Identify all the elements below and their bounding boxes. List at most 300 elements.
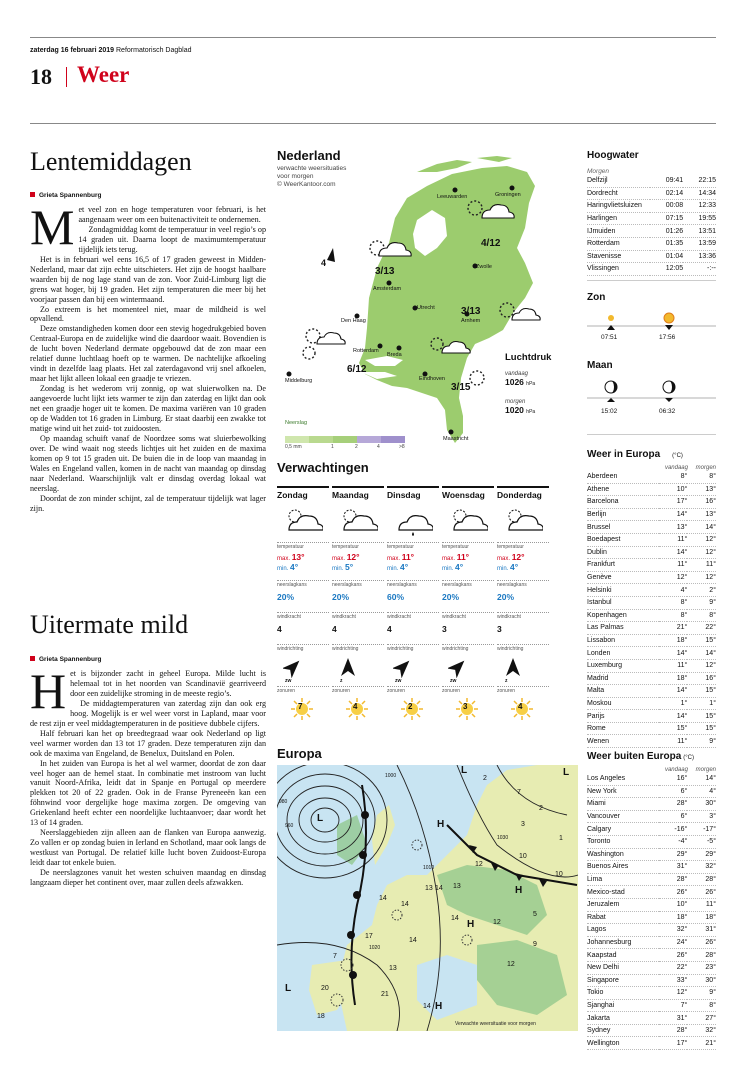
value-cell: 24°	[659, 936, 688, 949]
front-symbol	[359, 851, 367, 859]
temp-label: 7	[517, 789, 521, 796]
moonset-time: 06:32	[659, 408, 676, 415]
table-row	[587, 225, 716, 238]
place-name: Vancouver	[587, 810, 659, 823]
place-name: Kaapstad	[587, 949, 659, 962]
table-row	[587, 263, 716, 276]
value-cell: 14:34	[683, 187, 716, 200]
table-row	[587, 1012, 716, 1025]
city-label: Amsterdam	[373, 286, 402, 292]
value-cell: 9°	[687, 735, 716, 748]
winddir-label: windrichting	[497, 644, 549, 652]
city-dot	[449, 430, 454, 435]
article1-body	[30, 205, 266, 593]
city-dot	[397, 346, 402, 351]
moonrise-arrow	[607, 398, 615, 402]
front-symbol	[353, 891, 361, 899]
winddir-label: windrichting	[332, 644, 384, 652]
value-cell: 4°	[687, 785, 716, 798]
value-cell: 6°	[659, 785, 688, 798]
value-cell: 6°	[659, 810, 688, 823]
value-cell: 01:04	[650, 250, 683, 263]
value-cell: 13:59	[683, 237, 716, 250]
header-rule	[30, 123, 716, 124]
forecast-day-2	[387, 486, 439, 722]
value-cell: 31°	[659, 1012, 688, 1025]
legend-swatch	[357, 436, 381, 443]
value-cell: -:--	[683, 263, 716, 276]
article1-title: Lentemiddagen	[30, 147, 192, 176]
temp-label: 13	[453, 883, 461, 890]
value-cell: 15°	[687, 685, 716, 698]
windforce-label: windkracht	[497, 612, 549, 620]
place-name: Frankfurt	[587, 559, 659, 572]
city-label: Leeuwarden	[437, 194, 468, 200]
city-dot	[510, 186, 515, 191]
legend-swatch	[285, 436, 309, 443]
wind-direction-icon	[448, 656, 468, 678]
legend-tick: 2	[355, 444, 358, 450]
subtitle-line: voor morgen	[277, 173, 314, 180]
legend-tick: 4	[377, 444, 380, 450]
sunset-icon	[664, 313, 674, 323]
place-name: Rome	[587, 722, 659, 735]
page-number: 18	[30, 64, 52, 89]
value-cell: 14°	[659, 685, 688, 698]
value-cell: 12°	[687, 659, 716, 672]
winddir-label: windrichting	[442, 644, 494, 652]
pressure-marker: H	[437, 819, 445, 830]
sun-label: zonuren	[332, 686, 384, 694]
divider	[587, 280, 716, 281]
city-label: Utrecht	[417, 305, 435, 311]
place-name: Kopenhagen	[587, 609, 659, 622]
article1-byline: Grieta Spannenburg	[30, 192, 101, 199]
date: zaterdag 16 februari 2019	[30, 47, 115, 54]
value-cell: 29°	[687, 848, 716, 861]
value-cell: 14°	[659, 710, 688, 723]
pressure-unit: hPa	[526, 409, 536, 415]
rain-chance: 20%	[442, 592, 460, 602]
temp-label: 14	[451, 915, 459, 922]
wind-label: 6/12	[347, 364, 367, 375]
article2-body	[30, 669, 266, 959]
value-cell: 23°	[687, 961, 716, 974]
world-table-title: Weer buiten Europa	[587, 751, 682, 762]
value-cell: 14°	[687, 647, 716, 660]
paragraph: In het zuiden van Europa is het al wel warmer, doordat de zon daar veel hoger aan de hemel staat. In combinatie met instroom van lucht vanuit Noord-Afrika, leidt dat in Spanje en Portugal op meerdere plekken tot 20 of 22 graden. Ook in de Franse Pyreneeën kan een föhnwind voor dergelijke hoge maxima zorgen. De omgeving van Griekenland heeft echter een noordelijke luchtaanvoer; daar wordt het 13 of 14 graden.	[30, 758, 266, 828]
subtitle-line: © WeerKantoor.com	[277, 181, 336, 188]
table-row	[587, 798, 716, 811]
value-cell: 14°	[659, 546, 688, 559]
value-cell: 21°	[687, 1037, 716, 1050]
table-row	[587, 974, 716, 987]
europa-table-title: Weer in Europa	[587, 449, 661, 460]
table-row	[587, 200, 716, 213]
weather-icon	[442, 500, 494, 542]
value-cell: 18°	[659, 634, 688, 647]
article2-title: Uitermate mild	[30, 610, 189, 639]
max-label: max.	[497, 556, 511, 562]
place-name: Rabat	[587, 911, 659, 924]
temp-label: 18	[317, 1013, 325, 1020]
value-cell: 3°	[687, 810, 716, 823]
place-name: Toronto	[587, 835, 659, 848]
value-cell: 28°	[659, 798, 688, 811]
place-name: Boedapest	[587, 533, 659, 546]
place-name: Haringvlietsluizen	[587, 200, 650, 213]
place-name: Aberdeen	[587, 471, 659, 483]
value-cell: 21°	[659, 622, 688, 635]
table-row	[587, 961, 716, 974]
table-row	[587, 722, 716, 735]
wind-force: 3	[442, 624, 447, 634]
value-cell: 17°	[659, 1037, 688, 1050]
place-name: New Delhi	[587, 961, 659, 974]
hoogwater-table	[587, 175, 716, 276]
value-cell: 31°	[659, 861, 688, 874]
value-cell: 13°	[687, 483, 716, 496]
wind-direction: zw	[285, 678, 292, 684]
pressure-marker: H	[467, 919, 475, 930]
max-temp: 12°	[511, 552, 525, 562]
pressure-marker: L	[285, 983, 292, 994]
place-name: Miami	[587, 798, 659, 811]
value-cell: 16°	[687, 496, 716, 509]
sunset-arrow	[665, 325, 673, 330]
winddir-label: windrichting	[277, 644, 329, 652]
subtitle-line: verwachte weersituaties	[277, 165, 347, 172]
place-name: Mexico-stad	[587, 886, 659, 899]
rain-chance: 60%	[387, 592, 405, 602]
weather-icon	[387, 500, 439, 542]
wind-direction: z	[505, 678, 508, 684]
rain-label: neerslagkans	[387, 580, 439, 588]
place-name: Barcelona	[587, 496, 659, 509]
isobar-label: 1020	[369, 945, 381, 951]
sunset-time: 17:56	[659, 334, 676, 341]
place-name: Sjanghai	[587, 999, 659, 1012]
wind-label: 4	[321, 258, 327, 268]
temp-label: 21	[381, 991, 389, 998]
sun-label: zonuren	[442, 686, 494, 694]
table-row	[587, 521, 716, 534]
winddir-label: windrichting	[387, 644, 439, 652]
sun-label: zonuren	[277, 686, 329, 694]
value-cell: 8°	[687, 471, 716, 483]
pressure-marker: L	[317, 813, 324, 824]
isobar-label: 1000	[385, 773, 397, 779]
value-cell: 32°	[687, 861, 716, 874]
table-row	[587, 898, 716, 911]
place-name: Jeruzalem	[587, 898, 659, 911]
temp-label: 14	[435, 885, 443, 892]
value-cell: 1°	[659, 697, 688, 710]
divider	[587, 434, 716, 435]
value-cell: 02:14	[650, 187, 683, 200]
min-temp: 4°	[400, 562, 409, 572]
value-cell: 22°	[659, 961, 688, 974]
city-label: Den Haag	[341, 318, 366, 324]
city-label: Middelburg	[285, 378, 313, 384]
min-label: min.	[497, 566, 509, 572]
value-cell: 28°	[687, 949, 716, 962]
temp-label: 12	[475, 861, 483, 868]
min-label: min.	[442, 566, 454, 572]
temp-label: 14	[423, 1003, 431, 1010]
temp-label: 1	[559, 835, 563, 842]
front-symbol	[361, 811, 369, 819]
max-label: max.	[277, 556, 291, 562]
windforce-label: windkracht	[442, 612, 494, 620]
temp-label: 13	[425, 885, 433, 892]
value-cell: 10°	[659, 898, 688, 911]
wind-direction: zw	[395, 678, 402, 684]
rain-label: neerslagkans	[332, 580, 384, 588]
table-row	[587, 483, 716, 496]
europa-table	[587, 471, 716, 748]
place-name: IJmuiden	[587, 225, 650, 238]
col-header-tomorrow: morgen	[695, 767, 716, 773]
rain-chance: 20%	[332, 592, 350, 602]
value-cell: 19:55	[683, 212, 716, 225]
min-temp: 4°	[290, 562, 299, 572]
temp-label: 20	[321, 985, 329, 992]
forecast-day-1	[332, 486, 384, 722]
table-row	[587, 609, 716, 622]
table-row	[587, 471, 716, 483]
sun-label: zonuren	[497, 686, 549, 694]
value-cell: 8°	[659, 609, 688, 622]
value-cell: 22°	[687, 622, 716, 635]
maan-svg	[587, 378, 716, 406]
page-separator	[66, 67, 67, 87]
value-cell: 8°	[687, 609, 716, 622]
value-cell: 10°	[659, 483, 688, 496]
value-cell: 9°	[687, 987, 716, 1000]
table-row	[587, 571, 716, 584]
sunrise-time: 07:51	[601, 334, 618, 341]
min-label: min.	[332, 566, 344, 572]
pressure-today-label: vandaag	[505, 371, 529, 377]
value-cell: 11°	[659, 533, 688, 546]
table-row	[587, 936, 716, 949]
europa-weather-box	[587, 444, 716, 748]
value-cell: -17°	[687, 823, 716, 836]
table-row	[587, 212, 716, 225]
value-cell: 00:08	[650, 200, 683, 213]
city-label: Groningen	[495, 192, 521, 198]
rain-label: neerslagkans	[442, 580, 494, 588]
value-cell: 30°	[687, 798, 716, 811]
max-label: max.	[332, 556, 346, 562]
legend-tick: >8	[399, 444, 405, 450]
world-table	[587, 773, 716, 1050]
table-row	[587, 584, 716, 597]
min-label: min.	[387, 566, 399, 572]
table-row	[587, 546, 716, 559]
table-row	[587, 773, 716, 785]
value-cell: 28°	[659, 873, 688, 886]
isobar-label: 1010	[423, 865, 435, 871]
place-name: Lima	[587, 873, 659, 886]
city-label: Arnhem	[461, 318, 481, 324]
table-row	[587, 823, 716, 836]
wind-force: 3	[497, 624, 502, 634]
paper-name: Reformatorisch Dagblad	[116, 47, 192, 54]
wind-force: 4	[387, 624, 392, 634]
value-cell: 8°	[659, 471, 688, 483]
value-cell: 14°	[687, 521, 716, 534]
city-dot	[453, 188, 458, 193]
article1-dropcap: M	[30, 205, 75, 255]
legend-tick: 0,5 mm	[285, 444, 302, 450]
temp-label: 14	[379, 895, 387, 902]
netherlands-map	[277, 148, 577, 456]
legend-tick: 1	[331, 444, 334, 450]
col-header-today: vandaag	[664, 465, 688, 471]
max-temp: 11°	[456, 552, 470, 562]
forecast-title: Verwachtingen	[277, 460, 369, 475]
forecast-day-0	[277, 486, 329, 722]
zon-title: Zon	[587, 292, 606, 303]
europa-table-unit: (°C)	[672, 453, 683, 459]
table-row	[587, 685, 716, 698]
paragraph: Deze omstandigheden komen door een stevig hogedrukgebied boven Centraal-Europa en de zuidelijke wind die daardoor waait. Bovendien is de lucht boven Nederland dermate opgebouwd dat de zon maar een relatief dunne luchtlaag hoeft op te warmen. De nachtelijke afkoeling vindt in dezelfde laag plaats. Het zal zaterdagavond vrij snel afkoelen, maar het lijkt alleen lokaal een graadje te vriezen.	[30, 324, 266, 384]
hoogwater-subtitle: Morgen	[587, 168, 610, 175]
table-row	[587, 634, 716, 647]
value-cell: 9°	[687, 596, 716, 609]
value-cell: 13:36	[683, 250, 716, 263]
value-cell: 12°	[687, 533, 716, 546]
pressure-tomorrow-label: morgen	[505, 399, 526, 405]
table-row	[587, 924, 716, 937]
dateline	[30, 47, 191, 54]
rain-label: neerslagkans	[497, 580, 549, 588]
value-cell: 7°	[659, 999, 688, 1012]
forecast-day-name: Donderdag	[497, 486, 549, 500]
windforce-label: windkracht	[332, 612, 384, 620]
value-cell: 18°	[687, 911, 716, 924]
cloud-symbol	[317, 333, 345, 345]
value-cell: 8°	[659, 596, 688, 609]
maan-title: Maan	[587, 360, 613, 371]
value-cell: 26°	[687, 886, 716, 899]
article2-dropcap: H	[30, 669, 67, 719]
wind-direction-icon	[338, 656, 358, 678]
wadden-island	[477, 156, 512, 162]
temp-label: 9	[533, 941, 537, 948]
value-cell: 12°	[659, 987, 688, 1000]
wind-direction: zw	[450, 678, 457, 684]
min-temp: 5°	[345, 562, 354, 572]
place-name: Moskou	[587, 697, 659, 710]
temp-label: temperatuur	[387, 542, 439, 550]
place-name: Wenen	[587, 735, 659, 748]
table-row	[587, 559, 716, 572]
wind-force: 4	[277, 624, 282, 634]
value-cell: 11°	[687, 898, 716, 911]
wind-label: 3/13	[375, 266, 395, 277]
pressure-marker: L	[563, 767, 570, 778]
temp-label: 12	[507, 961, 515, 968]
wind-direction-icon	[283, 656, 303, 678]
place-name: Londen	[587, 647, 659, 660]
temp-label: 13	[389, 965, 397, 972]
value-cell: 12°	[687, 546, 716, 559]
legend-swatch	[309, 436, 333, 443]
place-name: Singapore	[587, 974, 659, 987]
value-cell: 31°	[687, 924, 716, 937]
place-name: Luxemburg	[587, 659, 659, 672]
col-header-today: vandaag	[664, 767, 688, 773]
place-name: Genève	[587, 571, 659, 584]
city-dot	[287, 372, 292, 377]
table-row	[587, 710, 716, 723]
paragraph: et is bijzonder zacht in geheel Europa. Milde lucht is helemaal tot in het noorden van Scandinavië gearriveerd door een zuidelijke stroming in de meeste regio’s.	[70, 669, 266, 698]
sun-hours: 4	[353, 702, 358, 711]
maan-box	[587, 360, 716, 420]
value-cell: -5°	[687, 835, 716, 848]
value-cell: 13°	[659, 521, 688, 534]
table-row	[587, 873, 716, 886]
value-cell: 22:15	[683, 175, 716, 187]
paragraph: et veel zon en hoge temperaturen voor februari, is het aangenaam weer om een buitenactiviteit te ondernemen.	[78, 205, 266, 224]
place-name: Tokio	[587, 987, 659, 1000]
value-cell: 11°	[659, 559, 688, 572]
paragraph: De middagtemperaturen van zaterdag zijn dan ook erg hoog. Mogelijk is er wel weer vorst in Lapland, maar voor de rest zijn er veel middagtemperaturen in de positieve dubbele cijfers.	[30, 698, 266, 728]
value-cell: 26°	[659, 886, 688, 899]
table-row	[587, 1024, 716, 1037]
rain-chance: 20%	[497, 592, 515, 602]
place-name: New York	[587, 785, 659, 798]
temp-label: temperatuur	[332, 542, 384, 550]
value-cell: 14°	[659, 508, 688, 521]
paragraph: Zondag is het wederom vrij zonnig, op wat sluierwolken na. De aangevoerde lucht lijkt iets warmer te zijn dan zaterdag en lijkt dan ook net een graadje hoger uit te komen. De maxima variëren van 10 graden op de Wadden tot 16 graden in Limburg. Er staat daarbij een zwakke tot matige wind uit het zuid- tot zuidoosten.	[30, 384, 266, 433]
paragraph: Doordat de zon minder schijnt, zal de temperatuur tijdelijk wat lager zijn.	[30, 493, 266, 513]
paragraph: Half februari kan het op breedtegraad waar ook Nederland op ligt veel warmer worden dan 13 tot 17 graden. Deze temperaturen zijn dan ook de maxima van Engeland, de Benelux, Duitsland en Polen.	[30, 728, 266, 758]
sun-label: zonuren	[387, 686, 439, 694]
temp-label: 7	[333, 953, 337, 960]
temp-label: 2	[539, 805, 543, 812]
value-cell: 12:33	[683, 200, 716, 213]
legend-swatch	[333, 436, 357, 443]
sunrise-icon	[608, 315, 614, 321]
wind-force: 4	[332, 624, 337, 634]
place-name: Washington	[587, 848, 659, 861]
table-row	[587, 659, 716, 672]
place-name: Vlissingen	[587, 263, 650, 276]
top-rule	[30, 37, 716, 38]
place-name: Jakarta	[587, 1012, 659, 1025]
place-name: Brussel	[587, 521, 659, 534]
isobar-label: 980	[279, 799, 288, 805]
max-label: max.	[387, 556, 401, 562]
paragraph: Zo extreem is het momenteel niet, maar de mildheid is wel opvallend.	[30, 304, 266, 324]
value-cell: -4°	[659, 835, 688, 848]
place-name: Parijs	[587, 710, 659, 723]
forecast-day-4	[497, 486, 549, 722]
wind-direction: z	[340, 678, 343, 684]
value-cell: 12°	[659, 571, 688, 584]
weather-icon	[277, 500, 329, 542]
value-cell: 15°	[687, 722, 716, 735]
table-row	[587, 175, 716, 187]
table-row	[587, 886, 716, 899]
forecast-day-name: Woensdag	[442, 486, 494, 500]
forecast-day-3	[442, 486, 494, 722]
value-cell: 32°	[659, 924, 688, 937]
